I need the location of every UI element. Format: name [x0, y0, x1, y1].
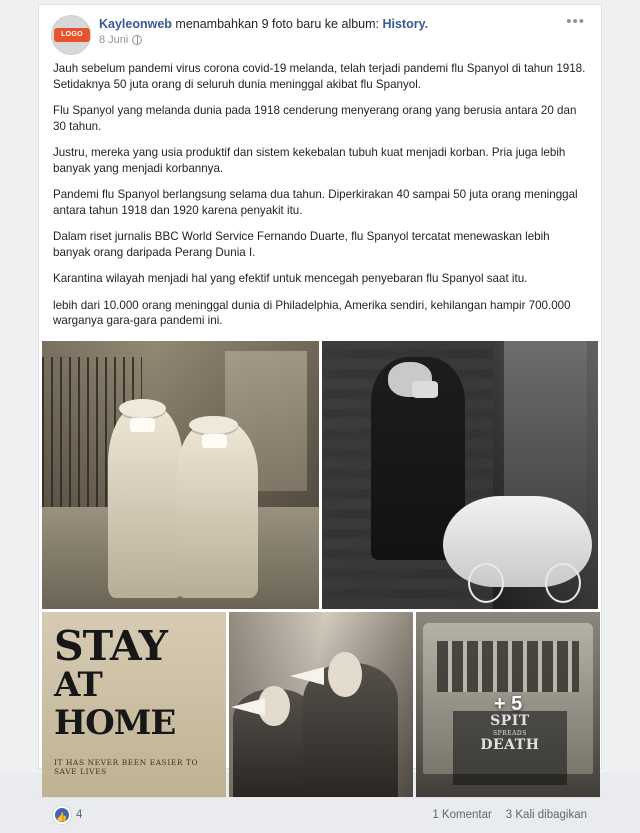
- ellipsis-icon[interactable]: •••: [566, 13, 585, 30]
- share-count[interactable]: 3 Kali dibagikan: [505, 808, 587, 821]
- photo-cone-mask: [290, 667, 324, 685]
- post-action-text: menambahkan 9 foto baru ke album:: [171, 17, 383, 31]
- post-byline: [99, 16, 562, 32]
- photo-row-top: [42, 341, 598, 609]
- photo-face-mask: [202, 434, 227, 447]
- reaction-count: 4: [76, 808, 83, 821]
- sign-line3: DEATH: [480, 737, 540, 754]
- poster-line1: STAY: [54, 621, 167, 670]
- post-timestamp[interactable]: 8 Juni: [99, 34, 129, 46]
- facebook-post-card: [38, 4, 602, 822]
- post-paragraph: Karantina wilayah menjadi hal yang efektif untuk mencegah penyebaran flu Spanyol saat itu.: [53, 272, 528, 285]
- post-meta: [99, 34, 562, 46]
- post-footer: [39, 797, 601, 833]
- poster-subtitle: IT HAS NEVER BEEN EASIER TO SAVE LIVES: [54, 757, 199, 776]
- photo-spit-spreads-death[interactable]: [416, 612, 600, 797]
- globe-icon: [132, 35, 142, 45]
- post-text-body: [39, 59, 601, 341]
- post-paragraph: Pandemi flu Spanyol berlangsung selama dua tahun. Diperkirakan 40 sampai 50 juta orang meninggal antara tahun 1918 dan 1920 karena penyakit itu.: [53, 188, 578, 217]
- photo-face-mask: [130, 418, 155, 431]
- reactions-summary[interactable]: [53, 806, 82, 824]
- photo-row-bottom: [42, 612, 598, 797]
- sign-line1: SPIT: [490, 713, 530, 730]
- poster-line2: AT HOME: [54, 664, 176, 743]
- photo-grid: [39, 341, 601, 797]
- post-paragraph: Jauh sebelum pandemi virus corona covid-19 melanda, telah terjadi pandemi flu Spanyol di tahun 1918. Setidaknya 50 juta orang di seluruh dunia meninggal akibat flu Spanyol.: [53, 62, 586, 91]
- author-link[interactable]: Kayleonweb: [99, 17, 172, 31]
- photo-women-cone-masks[interactable]: [229, 612, 413, 797]
- photo-cone-mask: [231, 698, 265, 716]
- more-photos-overlay[interactable]: + 5: [416, 612, 600, 797]
- photo-figure: [108, 405, 183, 598]
- post-header-text: [99, 15, 562, 46]
- photo-head: [328, 652, 361, 696]
- avatar[interactable]: [51, 15, 91, 55]
- post-header: [39, 5, 601, 59]
- thumbs-up-icon: 👍: [53, 806, 71, 824]
- gas-mask-icon: [388, 362, 432, 397]
- post-paragraph: Flu Spanyol yang melanda dunia pada 1918 cenderung menyerang orang yang berusia antara 20 dan 30 tahun.: [53, 104, 577, 133]
- post-paragraph: Dalam riset jurnalis BBC World Service Fernando Duarte, flu Spanyol tercatat menewaskan lebih banyak orang daripada Perang Dunia I.: [53, 230, 550, 259]
- comment-count[interactable]: 1 Komentar: [432, 808, 492, 821]
- footer-counts: [432, 809, 587, 821]
- photo-pram-wheel: [468, 563, 504, 603]
- photo-two-women-masks[interactable]: [42, 341, 319, 609]
- post-paragraph: Justru, mereka yang usia produktif dan sistem kekebalan tubuh kuat menjadi korban. Pria juga lebih banyak yang menjadi korbannya.: [53, 146, 566, 175]
- album-link[interactable]: History.: [382, 17, 429, 31]
- photo-stay-at-home-poster[interactable]: [42, 612, 226, 797]
- post-paragraph: lebih dari 10.000 orang meninggal dunia di Philadelphia, Amerika sendiri, kehilangan hampir 700.000 warganya gara-gara pandemi ini.: [53, 298, 571, 327]
- photo-gasmask-pram[interactable]: [322, 341, 599, 609]
- sign-line2: SPREADS: [493, 730, 527, 738]
- photo-pram-wheel: [545, 563, 581, 603]
- avatar-badge: LOGO: [54, 28, 90, 42]
